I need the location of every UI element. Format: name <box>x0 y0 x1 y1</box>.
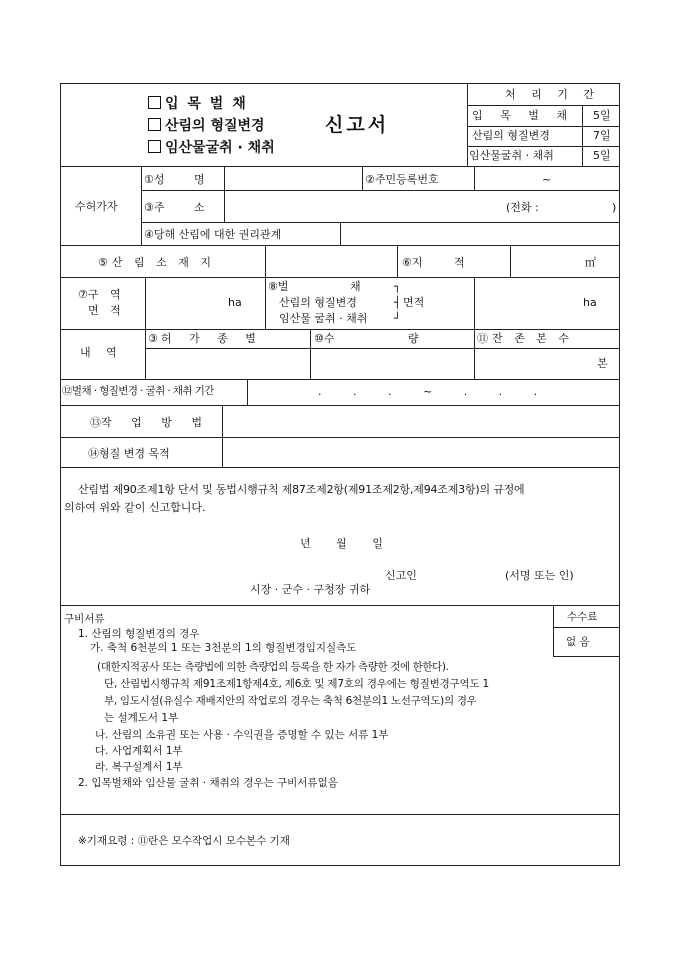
bracket: ┐ <box>394 280 401 293</box>
work-method-label: ⑬작 업 방 법 <box>90 416 202 429</box>
required-docs-title: 구비서류 <box>64 613 105 625</box>
declaration-text: 산림법 제90조제1항 단서 및 동법시행규칙 제87조제2항(제91조제2항,제94조제3항)의 규정에 <box>78 483 525 496</box>
period-title: 처 리 기 간 <box>505 88 600 101</box>
address-label: ③주 소 <box>144 201 205 214</box>
check-conversion[interactable]: 산림의 형질변경 <box>148 118 265 133</box>
applicant-label: 수허가자 <box>75 200 118 213</box>
reporter-label: 신고인 <box>385 569 417 582</box>
remaining-unit: 본 <box>597 357 608 370</box>
work-period-label: ⑫벌채 · 형질변경 · 굴취 · 채취 기간 <box>62 385 214 397</box>
purpose-label: ⑭형질 변경 목적 <box>88 447 170 460</box>
period-label: 산림의 형질변경 <box>472 129 550 142</box>
doc-line: 는 설계도서 1부 <box>104 712 179 724</box>
kind-conversion: 산림의 형질변경 <box>279 296 357 309</box>
fee-value: 없 음 <box>566 636 590 648</box>
doc-line: 라. 복구설계서 1부 <box>95 761 183 773</box>
phone-close: ) <box>612 201 617 214</box>
declaration-text: 의하여 위와 같이 신고합니다. <box>64 501 206 514</box>
area-unit: ha <box>583 296 597 309</box>
recipient: 시장 · 군수 · 구청장 귀하 <box>250 583 371 596</box>
work-period-dots: . . . ~ . . . <box>318 385 538 398</box>
doc-line: 단, 산림법시행규칙 제91조제1항제4호, 제6호 및 제7호의 경우에는 형질변경구역도 1 <box>104 678 489 690</box>
species-label: ③허 가 종 별 <box>148 332 259 345</box>
lot-unit: ㎡ <box>585 256 596 269</box>
period-days: 7일 <box>593 129 611 142</box>
period-label: 입 목 벌 채 <box>472 109 574 122</box>
checkbox-icon[interactable] <box>148 96 161 109</box>
area-label: 면 적 <box>88 304 121 317</box>
footnote: ※기재요령 : ⑪란은 모수작업시 모수본수 기재 <box>78 835 290 847</box>
name-label: ①성 명 <box>144 173 205 186</box>
declaration-date: 년 월 일 <box>300 537 383 550</box>
id-number-separator: ~ <box>542 173 552 186</box>
lot-area-label: ⑥지 적 <box>402 256 465 269</box>
signature-label: (서명 또는 인) <box>505 569 574 582</box>
work-method-field[interactable] <box>224 407 618 436</box>
period-days: 5일 <box>593 149 611 162</box>
doc-line: 부, 임도시설(유실수 재배지안의 작업로의 경우는 축척 6천분의1 노선구역도)의 경우 <box>104 695 477 707</box>
kind-extraction: 임산물 굴취 · 채취 <box>279 312 368 325</box>
purpose-field[interactable] <box>224 439 618 466</box>
form-title: 신고서 <box>325 114 390 136</box>
checkbox-icon[interactable] <box>148 118 161 131</box>
period-label: 임산물굴취 · 채취 <box>469 149 554 162</box>
forest-location-label: ⑤산 림 소 재 지 <box>98 256 215 269</box>
id-number-label: ②주민등록번호 <box>365 173 439 186</box>
period-days: 5일 <box>593 109 611 122</box>
bracket: ┤ <box>394 296 401 309</box>
details-label: 내 역 <box>80 346 117 359</box>
doc-line: 나. 산림의 소유권 또는 사용 · 수익권을 증명할 수 있는 서류 1부 <box>95 729 389 741</box>
bracket: ┘ <box>394 312 401 325</box>
doc-line: 다. 사업계획서 1부 <box>95 745 183 757</box>
quantity-label: ⑩수 량 <box>314 332 419 345</box>
doc-line: 1. 산림의 형질변경의 경우 <box>78 628 200 640</box>
area-word: 면적 <box>403 296 425 309</box>
checkbox-icon[interactable] <box>148 140 161 153</box>
address-field[interactable] <box>226 194 496 218</box>
remaining-label: ⑪잔 존 본 수 <box>477 332 573 345</box>
rights-label: ④당해 산림에 대한 권리관계 <box>144 228 282 241</box>
fee-label: 수수료 <box>567 611 598 623</box>
name-field[interactable] <box>226 168 360 188</box>
kind-logging: ⑧벌 채 <box>268 280 361 293</box>
doc-line: 2. 입목벌채와 임산물 굴취 · 채취의 경우는 구비서류없음 <box>78 777 338 789</box>
doc-line: 가. 축척 6천분의 1 또는 3천분의 1의 형질변경임지실측도 <box>90 642 357 654</box>
area-unit: ha <box>228 296 242 309</box>
check-logging[interactable]: 입 목 벌 채 <box>148 96 248 111</box>
doc-line: (대한지적공사 또는 측량법에 의한 측량업의 등록을 한 자가 측량한 것에 한한다). <box>97 661 449 673</box>
phone-label: (전화 : <box>506 201 539 214</box>
check-extraction[interactable]: 임산물굴취 · 채취 <box>148 140 275 155</box>
area-label: ⑦구 역 <box>78 288 121 301</box>
